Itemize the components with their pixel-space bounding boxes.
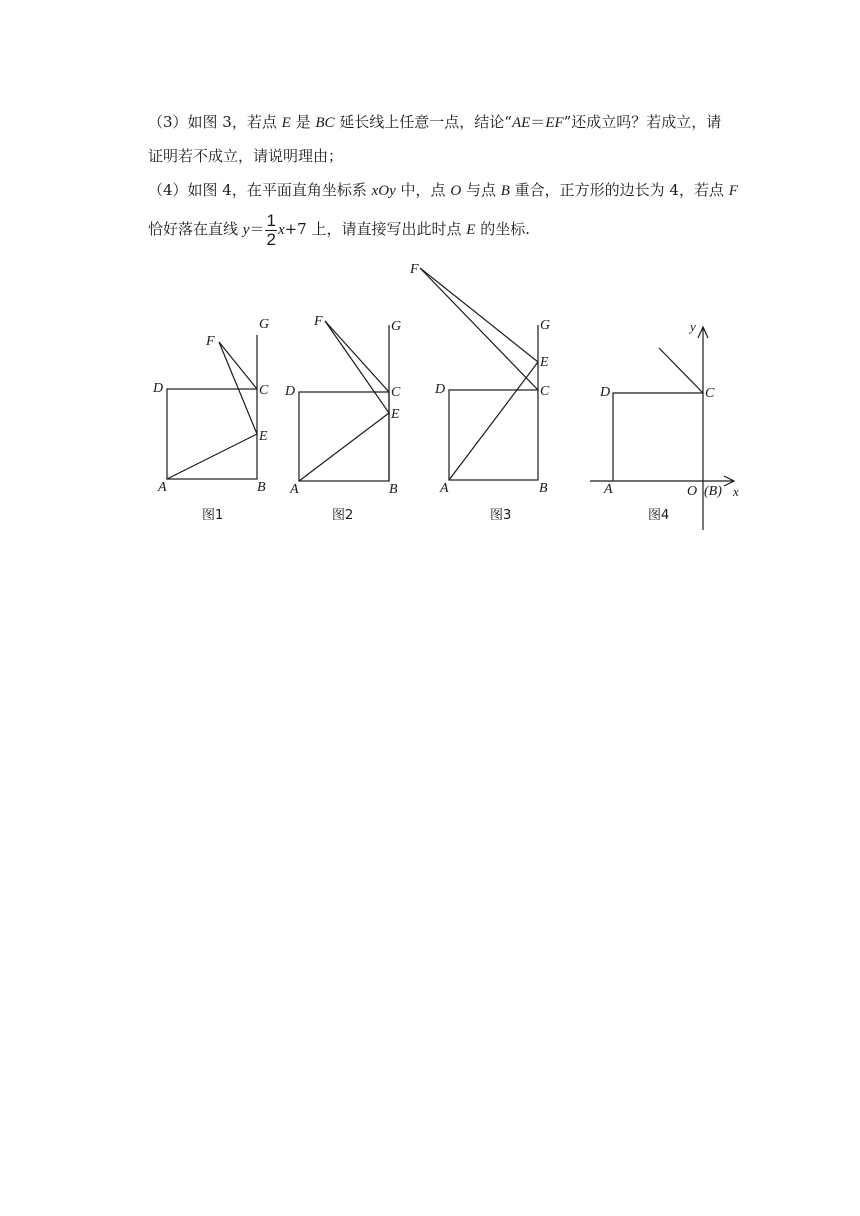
fig1-caption: 图1 [202, 508, 224, 523]
q4-text-2: 中，点 [395, 181, 451, 199]
fig1-label-e: E [259, 429, 268, 444]
q3-var-bc: BC [315, 115, 335, 131]
q4-var-b: B [500, 183, 510, 199]
fig2-label-d: D [285, 384, 296, 399]
q4-var-f: F [728, 183, 738, 199]
q3-var-e: E [281, 115, 291, 131]
q4-var-xoy: xOy [371, 183, 396, 199]
figure-3 [409, 262, 550, 523]
fig1-segment-fc [219, 342, 257, 389]
fraction-denominator: 2 [266, 229, 276, 249]
q3-text-3: 延长线上任意一点，结论“ [334, 113, 512, 131]
q4-eq: ＝ [249, 220, 265, 238]
fig4-square-sides [613, 393, 703, 481]
fig1-label-b: B [257, 480, 266, 495]
q3-text-4: ＝ [530, 113, 546, 131]
fig4-label-d: D [600, 385, 611, 400]
fig2-segment-ef [325, 321, 389, 413]
fig1-label-d: D [153, 381, 164, 396]
figure-4 [590, 319, 739, 530]
fig2-square [299, 392, 389, 481]
fig3-segment-ef [420, 268, 538, 362]
q4-var-x: x [277, 222, 285, 238]
q3-var-ef: EF [545, 115, 564, 131]
fig2-label-c: C [391, 385, 401, 400]
figure-2 [284, 314, 401, 523]
fig2-caption: 图2 [332, 508, 354, 523]
q3-text-1: （3）如图 3，若点 [148, 113, 282, 131]
q4-var-e: E [466, 222, 476, 238]
q4-var-y: y [242, 222, 250, 238]
fig4-label-c: C [705, 386, 715, 401]
q4-text-4: 重合，正方形的边长为 4，若点 [509, 181, 729, 199]
fig4-caption: 图4 [648, 508, 670, 523]
q4-text-l2-1: 恰好落在直线 [148, 220, 243, 238]
fig2-label-f: F [314, 314, 323, 329]
fig3-label-b: B [539, 481, 548, 496]
fig2-label-a: A [290, 482, 299, 497]
q3-text-5: ”还成立吗？若成立，请 [563, 113, 722, 131]
fig2-label-b: B [389, 482, 398, 497]
fig4-segment-c [659, 348, 703, 393]
fig1-label-a: A [158, 480, 167, 495]
fig3-square [449, 390, 538, 480]
fig1-label-f: F [206, 334, 215, 349]
fig1-segment-ef [219, 342, 257, 434]
fig4-label-o: O [687, 484, 698, 499]
fig3-caption: 图3 [490, 508, 512, 523]
fig2-label-g: G [391, 319, 402, 334]
fig4-label-a: A [604, 482, 613, 497]
figures-panel [0, 0, 860, 560]
fig2-segment-ae [299, 413, 389, 481]
q3-text-line2: 证明若不成立，请说明理由； [148, 147, 344, 165]
fig4-label-x: x [733, 484, 739, 499]
fig4-label-b: (B) [704, 484, 722, 499]
figure-1 [152, 317, 269, 523]
fig3-segment-ae [449, 362, 538, 480]
fig3-label-e: E [540, 355, 549, 370]
fig3-label-c: C [540, 384, 550, 399]
fig1-segment-ae [167, 434, 257, 479]
fraction-numerator: 1 [266, 210, 276, 230]
fig3-label-f: F [410, 262, 419, 277]
fig2-label-e: E [391, 407, 400, 422]
fig3-label-g: G [540, 318, 551, 333]
fig1-label-g: G [259, 317, 270, 332]
q3-var-ae: AE [511, 115, 531, 131]
fig2-segment-fc [325, 321, 389, 392]
q4-text-1: （4）如图 4，在平面直角坐标系 [148, 181, 372, 199]
fig3-label-d: D [435, 382, 446, 397]
fig1-label-c: C [259, 383, 269, 398]
fig4-label-y: y [690, 319, 696, 334]
q4-text-l2-2: +7 上，请直接写出此时点 [284, 220, 467, 238]
q3-text-2: 是 [290, 113, 316, 131]
q4-text-3: 与点 [461, 181, 501, 199]
fig3-label-a: A [440, 481, 449, 496]
q4-text-l2-3: 的坐标. [475, 220, 530, 238]
fig3-segment-fc [420, 268, 538, 390]
q4-var-o: O [450, 183, 462, 199]
